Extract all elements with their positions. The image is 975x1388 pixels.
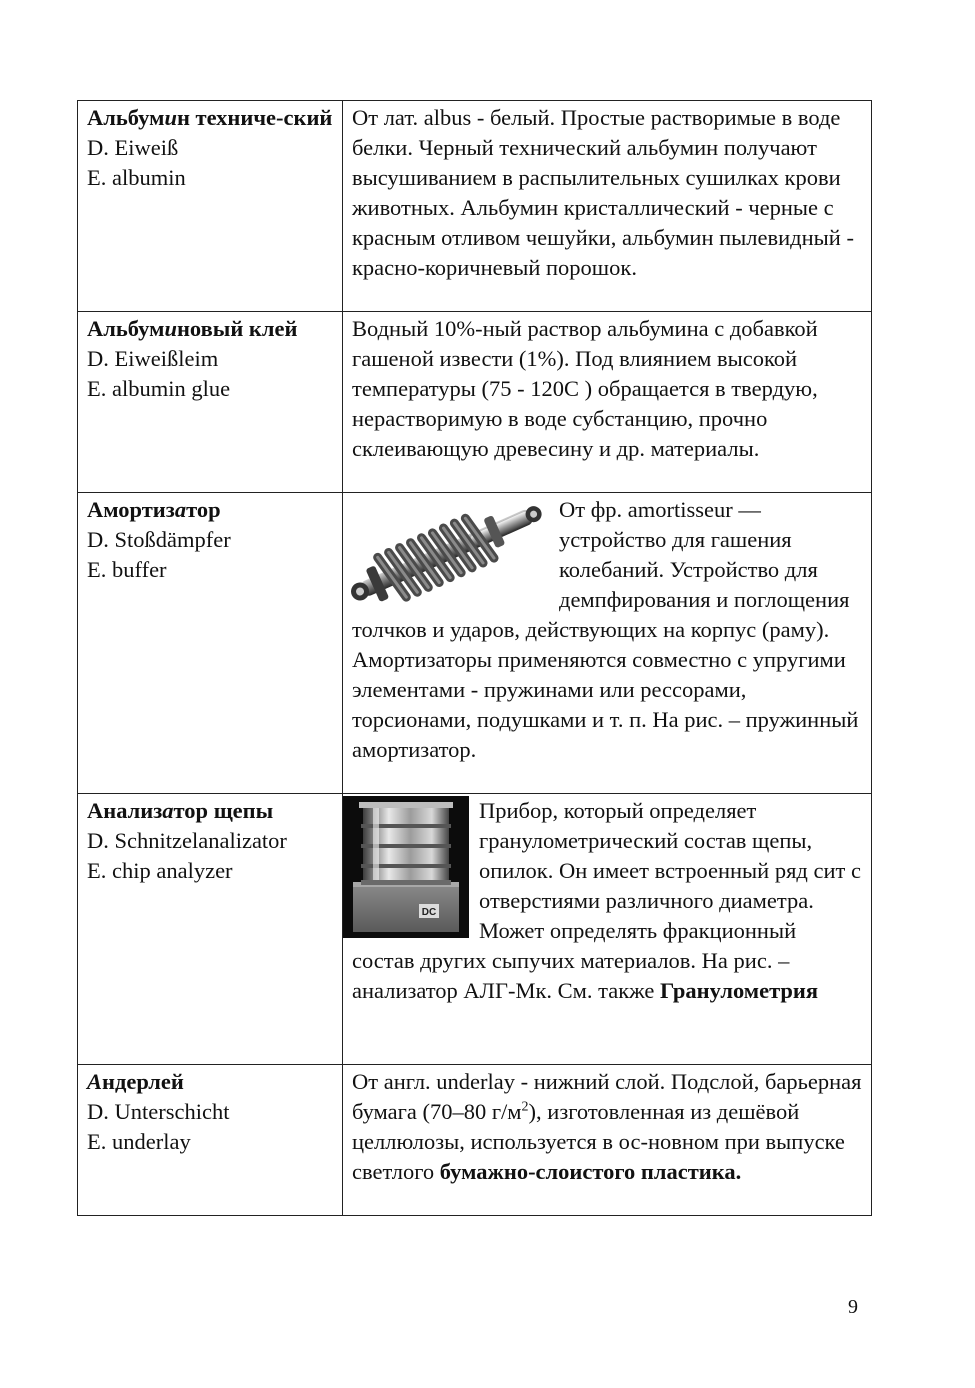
definition-text: От фр. amortisseur — устройство для гашения колебаний. Устройство для демпфирования и поглощения толчков и ударов, действующих на корпус (раму). Амортизаторы применяются совместно с упругими элементами - пружинами или рессорами, торсионами, подушками и т. п. На рис. – пружинный амортизатор. (352, 497, 859, 762)
definition-text: Водный 10%-ный раствор альбумина с добавкой гашеной извести (1%). Под влиянием высокой температуры (75 - 120С ) обращается в твердую, нерастворимую в воде субстанцию, прочно склеивающую древесину и др. материалы. (352, 316, 818, 461)
term-title: Альбумин техниче-ский (87, 105, 333, 130)
device-label: DC (421, 907, 437, 918)
definition-text: Прибор, который определяет гранулометрический состав щепы, опилок. Он имеет встроенный ряд сит с отверстиями различного диаметра. Может определять фракционный состав других сыпучих материалов. На рис. – анализатор АЛГ-Мк. См. также (352, 798, 861, 1003)
term-cell (78, 794, 343, 1065)
definition-cell (343, 794, 872, 1065)
definition-text: От лат. albus - белый. Простые растворимые в воде белки. Черный технический альбумин получают высушиванием в распылительных сушилках крови животных. Альбумин кристаллический - черные с красным отливом чешуйки, альбумин пылевидный - красно-коричневый порошок. (352, 105, 854, 280)
definition-bold: бумажно-слоистого пластика. (439, 1159, 742, 1184)
term-title: Амортизатор (87, 497, 221, 522)
term-english: E. albumin glue (87, 376, 231, 401)
term-cell (78, 101, 343, 312)
term-german: D. Schnitzelanalizator (87, 828, 287, 853)
superscript: 2 (521, 1099, 529, 1115)
term-german: D. Stoßdämpfer (87, 527, 231, 552)
definition-cell (343, 1065, 872, 1216)
term-english: E. albumin (87, 165, 186, 190)
cross-reference: Гранулометрия (660, 978, 819, 1003)
page-number: 9 (848, 1296, 858, 1318)
glossary-row (78, 1065, 872, 1216)
definition-cell (343, 493, 872, 794)
glossary-row (78, 101, 872, 312)
term-title: Андерлей (87, 1069, 184, 1094)
term-english: E. chip analyzer (87, 858, 233, 883)
chip-analyzer-image (343, 796, 469, 938)
definition-cell (343, 312, 872, 493)
term-german: D. Unterschicht (87, 1099, 230, 1124)
term-english: E. underlay (87, 1129, 191, 1154)
glossary-row (78, 493, 872, 794)
shock-absorber-image (343, 495, 549, 607)
term-german: D. Eiweiß (87, 135, 179, 160)
term-title: Альбуминовый клей (87, 316, 298, 341)
term-cell (78, 312, 343, 493)
glossary-row (78, 794, 872, 1065)
term-cell (78, 493, 343, 794)
definition-text: От англ. underlay - нижний слой. Подслой, барьерная бумага (70–80 г/м (352, 1069, 862, 1124)
term-english: E. buffer (87, 557, 167, 582)
definition-cell (343, 101, 872, 312)
term-german: D. Eiweißleim (87, 346, 219, 371)
glossary-row (78, 312, 872, 493)
definition-text-cont: ), изготовленная из дешёвой целлюлозы, используется в ос-новном при выпуске светлого (352, 1099, 845, 1184)
term-title: Анализатор щепы (87, 798, 274, 823)
glossary-table (77, 100, 872, 1216)
term-cell (78, 1065, 343, 1216)
